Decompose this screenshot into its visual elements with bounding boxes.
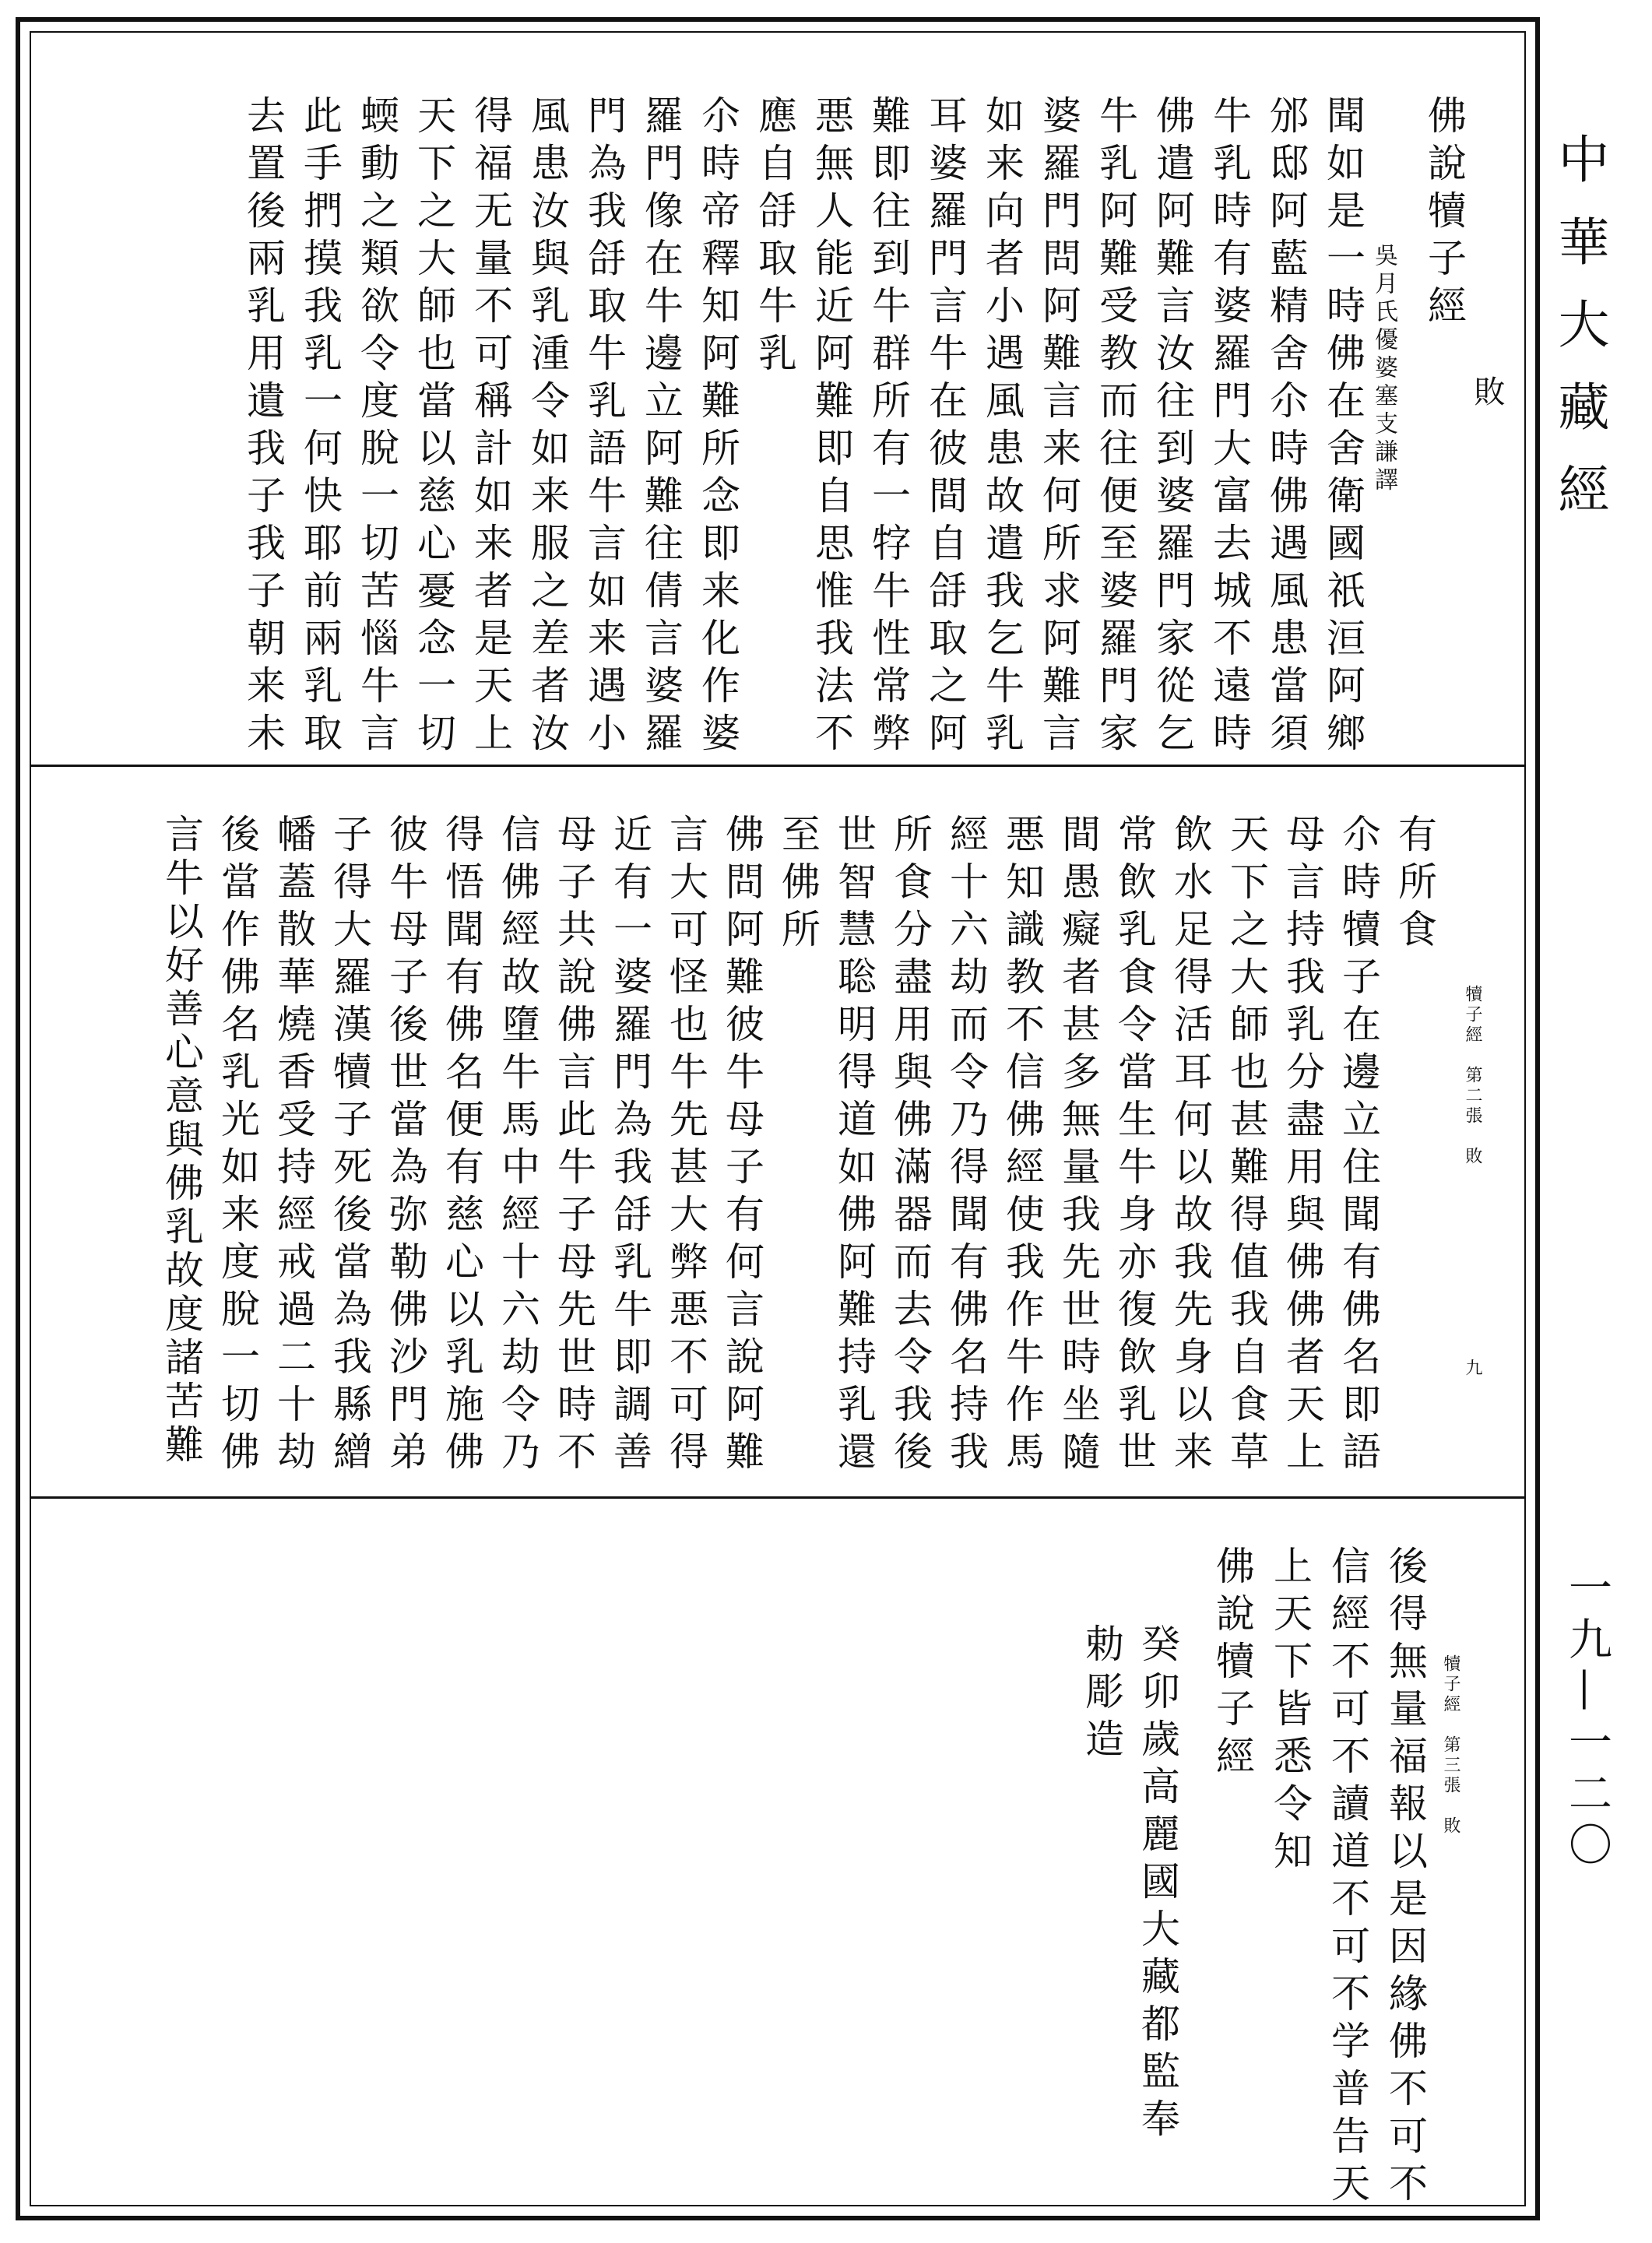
text-column: 邠邸阿藍精舍尒時佛遇風患當須 [1264, 95, 1309, 760]
edition-mark: 敗 [1469, 375, 1505, 413]
text-column: 得福无量不可稱計如来者是天上 [468, 95, 513, 760]
text-column: 後得無量福報以是因緣佛不可不 [1383, 1545, 1428, 2210]
text-column: 去置後兩乳用遺我子我子朝来未 [241, 95, 286, 760]
block-caption: 犢子經 第三張 敗 [1441, 1654, 1460, 1837]
text-column: 母子共說佛言此牛子母先世時不 [551, 814, 596, 1478]
colophon-line: 勅彫造 [1079, 1623, 1124, 1766]
text-column: 言大可怪也牛先甚大弊悪不可得 [663, 814, 708, 1478]
text-column: 所食分盡用與佛滿器而去令我後 [888, 814, 933, 1478]
text-column: 耳婆羅門言牛在彼間自㧱取之阿 [923, 95, 968, 760]
text-column: 風患汝與乳湩令如来服之差者汝 [525, 95, 570, 760]
text-column: 天下之大師也甚難得值我自食草 [1224, 814, 1269, 1478]
text-column: 間愚癡者甚多無量我先世時坐隨 [1056, 814, 1101, 1478]
text-column: 應自㧱取牛乳 [752, 95, 797, 380]
text-column: 如来向者小遇風患故遣我乞牛乳 [979, 95, 1025, 760]
text-column: 尒時犢子在邊立住聞有佛名即語 [1336, 814, 1381, 1478]
text-column: 牛乳阿難受教而往便至婆羅門家 [1093, 95, 1138, 760]
text-column: 難即往到牛群所有一牸牛性常弊 [866, 95, 911, 760]
block-caption: 犢子經 第二張 敗 [1463, 985, 1482, 1167]
text-column: 門為我㧱取牛乳語牛言如来遇小 [582, 95, 627, 760]
translator-line: 吳月氏優婆塞支謙譯 [1370, 243, 1397, 495]
page-inner-border [30, 31, 1526, 2210]
panel-bottom [31, 1499, 1524, 2210]
text-column: 此手捫摸我乳一何快耶前兩乳取 [297, 95, 343, 760]
text-column: 母言持我乳分盡用與佛佛者天上 [1280, 814, 1325, 1478]
sutra-title: 佛說犢子經 [1422, 95, 1467, 332]
text-column: 有所食 [1392, 814, 1437, 956]
text-column: 聞如是一時佛在舍衛國祇洹阿鄉 [1320, 95, 1366, 760]
text-column: 信佛經故墮牛馬中經十六劫令乃 [495, 814, 540, 1478]
text-column: 尒時帝釋知阿難所念即来化作婆 [695, 95, 740, 760]
text-column: 世智慧聡明得道如佛阿難持乳還 [831, 814, 877, 1478]
text-column: 彼牛母子後世當為弥勒佛沙門弟 [383, 814, 428, 1478]
text-column: 上天下皆悉令知 [1267, 1545, 1313, 1878]
text-column: 信經不可不讀道不可不学普告天 [1325, 1545, 1370, 2210]
text-column: 言牛以好善心意與佛乳故度諸苦難 [159, 814, 204, 1468]
panel-middle [31, 767, 1524, 1496]
text-column: 天下之大師也當以慈心憂念一切 [411, 95, 456, 760]
page-frame [16, 17, 1540, 2220]
text-column: 飲水足得活耳何以故我先身以来 [1168, 814, 1213, 1478]
text-column: 得悟聞有佛名便有慈心以乳施佛 [439, 814, 484, 1478]
panel-top [31, 33, 1524, 765]
text-column: 幡蓋散華燒香受持經戒過二十劫 [271, 814, 316, 1478]
page-number: 一九—一二〇 [1562, 1565, 1612, 1873]
text-column: 悪無人能近阿難即自思惟我法不 [809, 95, 854, 760]
folio-mark: 九 [1463, 1359, 1482, 1379]
text-column: 子得大羅漢犢子死後當為我縣繒 [327, 814, 372, 1478]
text-column: 婆羅門問阿難言来何所求阿難言 [1036, 95, 1081, 760]
text-column: 蝡動之類欲令度脫一切苦惱牛言 [354, 95, 399, 760]
text-column: 後當作佛名乳光如来度脫一切佛 [215, 814, 260, 1478]
text-column: 佛問阿難彼牛母子有何言說阿難 [719, 814, 764, 1478]
text-column: 佛遣阿難言汝往到婆羅門家從乞 [1150, 95, 1195, 760]
sutra-end-title: 佛說犢子經 [1210, 1545, 1255, 1783]
text-column: 至佛所 [775, 814, 821, 956]
collection-title: 中華大藏經 [1549, 132, 1609, 545]
text-column: 牛乳時有婆羅門大富去城不遠時 [1207, 95, 1252, 760]
text-column: 近有一婆羅門為我㧱乳牛即調善 [607, 814, 652, 1478]
text-column: 悪知識教不信佛經使我作牛作馬 [1000, 814, 1045, 1478]
text-column: 羅門像在牛邊立阿難往倩言婆羅 [638, 95, 684, 760]
colophon-line: 癸卯歲高麗國大藏都監奉 [1135, 1623, 1180, 2146]
text-column: 經十六劫而令乃得聞有佛名持我 [944, 814, 989, 1478]
text-column: 常飲乳食令當生牛身亦復飲乳世 [1112, 814, 1157, 1478]
